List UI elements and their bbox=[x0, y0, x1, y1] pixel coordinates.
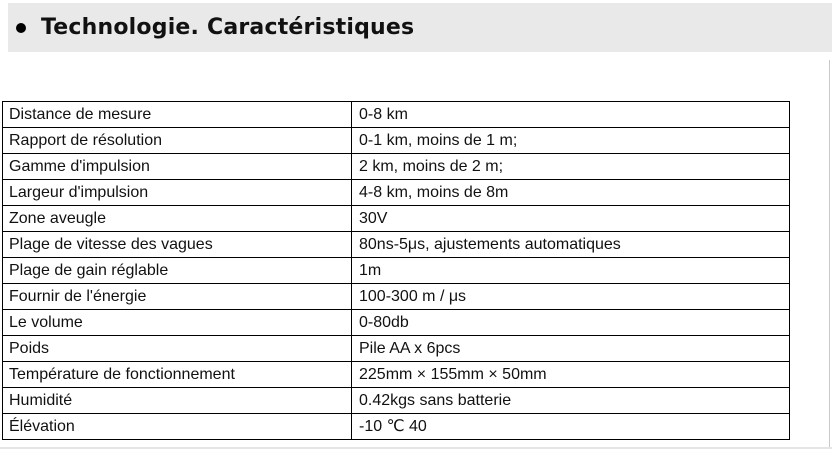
spec-value: 225mm × 155mm × 50mm bbox=[352, 362, 790, 388]
spec-label: Le volume bbox=[3, 310, 352, 336]
spec-label: Plage de vitesse des vagues bbox=[3, 232, 352, 258]
spec-label: Fournir de l'énergie bbox=[3, 284, 352, 310]
table-row bbox=[3, 128, 790, 154]
spec-label: Largeur d'impulsion bbox=[3, 180, 352, 206]
spec-table bbox=[2, 101, 790, 440]
table-row bbox=[3, 232, 790, 258]
spec-label: Gamme d'impulsion bbox=[3, 154, 352, 180]
table-row bbox=[3, 362, 790, 388]
spec-value: 30V bbox=[352, 206, 790, 232]
spec-label: Poids bbox=[3, 336, 352, 362]
page-edge-divider bbox=[829, 60, 830, 449]
spec-label: Rapport de résolution bbox=[3, 128, 352, 154]
spec-value: 80ns-5μs, ajustements automatiques bbox=[352, 232, 790, 258]
spec-value: 100-300 m / μs bbox=[352, 284, 790, 310]
spec-value: -10 ℃ 40 bbox=[352, 414, 790, 440]
table-row bbox=[3, 180, 790, 206]
spec-value: 1m bbox=[352, 258, 790, 284]
table-row bbox=[3, 284, 790, 310]
spec-value: 0-8 km bbox=[352, 102, 790, 128]
spec-value: 0.42kgs sans batterie bbox=[352, 388, 790, 414]
table-row bbox=[3, 258, 790, 284]
spec-value: 0-80db bbox=[352, 310, 790, 336]
bullet-icon bbox=[16, 23, 26, 33]
table-row bbox=[3, 154, 790, 180]
spec-label: Plage de gain réglable bbox=[3, 258, 352, 284]
table-row bbox=[3, 414, 790, 440]
spec-label: Humidité bbox=[3, 388, 352, 414]
table-row bbox=[3, 310, 790, 336]
table-row bbox=[3, 102, 790, 128]
table-row bbox=[3, 388, 790, 414]
spec-label: Élévation bbox=[3, 414, 352, 440]
table-row bbox=[3, 336, 790, 362]
section-title: Technologie. Caractéristiques bbox=[41, 15, 415, 40]
spec-label: Zone aveugle bbox=[3, 206, 352, 232]
spec-label: Température de fonctionnement bbox=[3, 362, 352, 388]
table-row bbox=[3, 206, 790, 232]
section-header bbox=[8, 3, 832, 52]
spec-label: Distance de mesure bbox=[3, 102, 352, 128]
spec-value: 2 km, moins de 2 m; bbox=[352, 154, 790, 180]
spec-value: 4-8 km, moins de 8m bbox=[352, 180, 790, 206]
spec-value: Pile AA x 6pcs bbox=[352, 336, 790, 362]
spec-value: 0-1 km, moins de 1 m; bbox=[352, 128, 790, 154]
